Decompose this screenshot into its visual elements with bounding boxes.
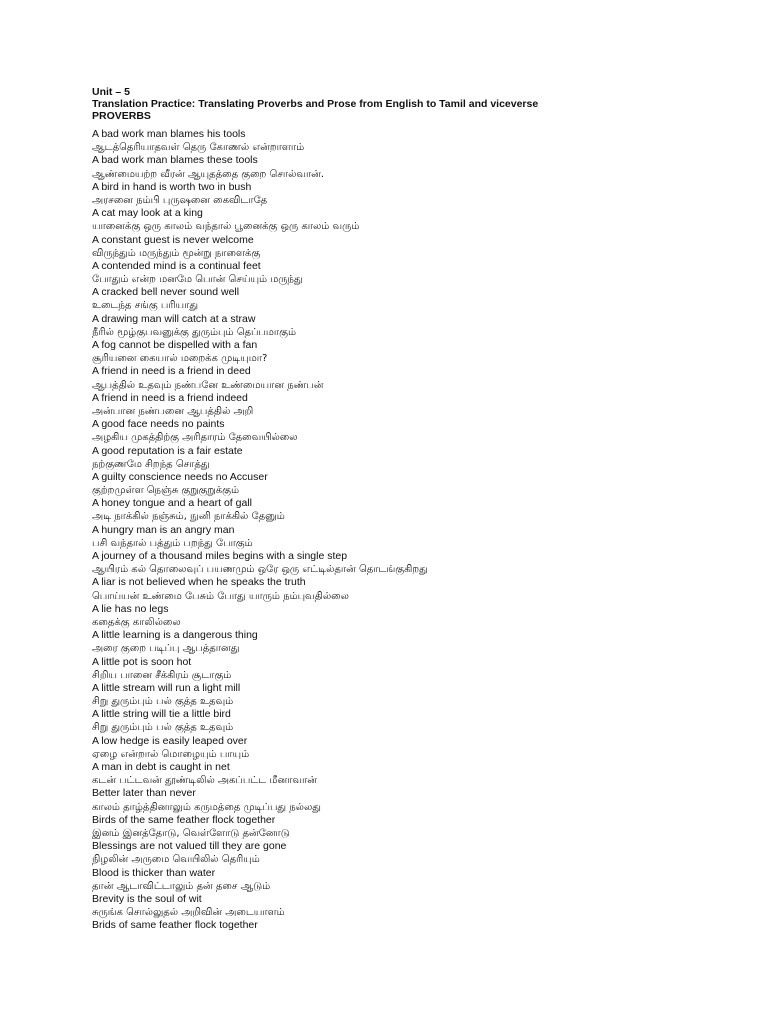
proverb-tamil-line: அடி நாக்கில் நஞ்சும், நுனி நாக்கில் தேனும் — [92, 511, 285, 523]
document-title: Translation Practice: Translating Proverbs and Prose from English to Tamil and viceverse — [92, 98, 539, 110]
proverb-tamil-line: நீரில் மூழ்குபவனுக்கு துரும்பும் தெப்பமாகும் — [92, 326, 297, 338]
proverb-tamil-line: அரை குறை படிப்பு ஆபத்தானது — [92, 643, 240, 655]
proverb-english-line: A low hedge is easily leaped over — [92, 734, 248, 747]
proverb-english-line: A friend in need is a friend indeed — [92, 391, 248, 404]
proverb-english-line: A good reputation is a fair estate — [92, 444, 243, 457]
proverb-english-line: A contended mind is a continual feet — [92, 259, 261, 272]
proverb-english-line: A little pot is soon hot — [92, 655, 192, 668]
proverb-english-line: A friend in need is a friend in deed — [92, 365, 251, 378]
proverb-english-line: A little stream will run a light mill — [92, 681, 241, 694]
proverb-tamil-line: அரசனை நம்பி புருஷனை கைவிடாதே — [92, 194, 268, 206]
proverb-english-line: Brids of same feather flock together — [92, 919, 258, 932]
proverb-english-line: A lie has no legs — [92, 602, 169, 615]
proverb-tamil-line: கதைக்கு காலில்லை — [92, 616, 181, 628]
proverb-tamil-line: அன்பான நண்பனை ஆபத்தில் அறி — [92, 405, 254, 417]
proverb-tamil-line: ஆயிரம் கல் தொலைவுப் பயணமும் ஒரே ஒரு எட்டில்தான் தொடங்குகிறது — [92, 564, 428, 576]
proverb-english-line: Brevity is the soul of wit — [92, 892, 202, 905]
proverb-english-line: A fog cannot be dispelled with a fan — [92, 339, 258, 351]
proverb-tamil-line: ஆடத்தெரியாதவள் தெரு கோணல் என்றாளாம் — [92, 142, 305, 154]
proverb-tamil-line: பசி வந்தால் பத்தும் பறந்து போகும் — [92, 537, 253, 549]
proverb-tamil-line: இனம் இனத்தோடு, வெள்ளோடு தன்னோடு — [92, 827, 290, 839]
proverb-english-line: Blessings are not valued till they are gone — [92, 840, 287, 853]
proverb-english-line: A honey tongue and a heart of gall — [92, 497, 252, 510]
proverb-tamil-line: உடைந்த சங்கு பரியாது — [92, 300, 199, 312]
proverb-tamil-line: தான் ஆடாவிட்டாலும் தன் தசை ஆடும் — [92, 880, 271, 892]
proverb-english-line: A hungry man is an angry man — [92, 523, 235, 536]
proverb-tamil-line: ஏழை என்றால் மொழையும் பாயும் — [92, 748, 250, 760]
proverb-english-line: A bad work man blames his tools — [92, 128, 246, 140]
proverb-tamil-line: குற்றமுள்ள நெஞ்சு குறுகுறுக்கும் — [92, 485, 240, 497]
proverb-tamil-line: கடன் பட்டவன் தூண்டிலில் அகப்பட்ட மீனாவான் — [92, 775, 317, 787]
proverb-tamil-line: காலம் தாழ்த்தினாலும் கருமத்தை முடிப்பது நல்லது — [92, 801, 321, 813]
proverb-english-line: Better later than never — [92, 787, 196, 800]
proverb-tamil-line: போதும் என்ற மனமே பொன் செய்யும் மருந்து — [92, 274, 303, 286]
proverb-english-line: A liar is not believed when he speaks the truth — [92, 576, 306, 589]
proverb-english-line: A journey of a thousand miles begins with a single step — [92, 550, 348, 562]
proverb-tamil-line: சிறிய பானை சீக்கிரம் சூடாகும் — [92, 669, 232, 681]
proverb-english-line: A constant guest is never welcome — [92, 233, 254, 246]
proverb-tamil-line: யானைக்கு ஒரு காலம் வந்தால் பூனைக்கு ஒரு காலம் வரும் — [92, 221, 360, 233]
proverb-english-line: A man in debt is caught in net — [92, 761, 230, 773]
unit-heading: Unit – 5 — [92, 86, 130, 98]
proverb-tamil-line: சூரியனை கையால் மறைக்க முடியுமா? — [92, 353, 268, 365]
proverb-english-line: Birds of the same feather flock together — [92, 813, 276, 826]
proverb-tamil-line: நற்குணமே சிறந்த சொத்து — [92, 458, 210, 470]
proverb-english-line: A bird in hand is worth two in bush — [92, 180, 252, 193]
proverb-tamil-line: சுருங்க சொல்லுதல் அறிவின் அடையாளம் — [92, 907, 285, 919]
proverb-tamil-line: அழகிய முகத்திற்கு அரிதாரம் தேவையில்லை — [92, 432, 298, 444]
proverb-tamil-line: சிறு துரும்பும் பல் குத்த உதவும் — [92, 696, 234, 708]
proverb-english-line: A bad work man blames these tools — [92, 154, 258, 167]
document-heading — [92, 86, 732, 122]
proverb-english-line: A little learning is a dangerous thing — [92, 629, 258, 642]
proverb-english-line: A drawing man will catch at a straw — [92, 312, 256, 325]
proverb-tamil-line: நிழலின் அருமை வெயிலில் தெரியும் — [92, 854, 260, 866]
proverb-english-line: A guilty conscience needs no Accuser — [92, 470, 268, 483]
section-heading: PROVERBS — [92, 110, 151, 122]
proverb-english-line: A cracked bell never sound well — [92, 286, 240, 299]
proverb-english-line: Blood is thicker than water — [92, 866, 216, 879]
proverb-tamil-line: ஆபத்தில் உதவும் நண்பனே உண்மையான நண்பன் — [92, 379, 324, 391]
proverb-tamil-line: சிறு துரும்பும் பல் குத்த உதவும் — [92, 722, 234, 734]
proverb-english-line: A little string will tie a little bird — [92, 708, 231, 721]
document-page — [92, 86, 732, 932]
proverb-english-line: A cat may look at a king — [92, 207, 203, 220]
proverb-list — [92, 128, 732, 932]
proverb-tamil-line: விருந்தும் மருந்தும் மூன்று நாளைக்கு — [92, 247, 261, 259]
proverb-tamil-line: ஆண்மையற்ற வீரன் ஆயுதத்தை குறை சொல்வான். — [92, 168, 325, 180]
proverb-tamil-line: பொய்யன் உண்மை பேசும் போது யாரும் நம்புவதில்லை — [92, 590, 349, 602]
proverb-english-line: A good face needs no paints — [92, 418, 225, 431]
